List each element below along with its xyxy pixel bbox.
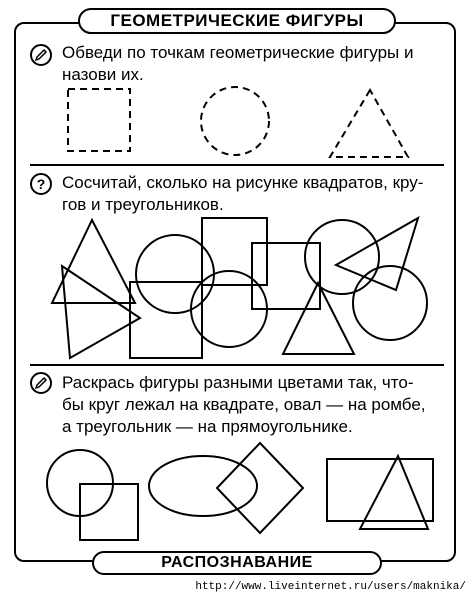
coloring-square <box>80 484 138 540</box>
task-1-text-line-1: Обведи по точкам геометрические фигуры и <box>62 43 414 62</box>
task-1-text-line-2: назови их. <box>62 65 144 84</box>
task-2-text-line-2: гов и треугольников. <box>62 195 224 214</box>
coloring-rhombus <box>217 443 303 533</box>
task-3-text-line-2: бы круг лежал на квадрате, овал — на ромбе, <box>62 395 426 414</box>
coloring-triangle <box>360 456 428 529</box>
question-glyph: ? <box>36 176 46 192</box>
task-2-text-line-1: Сосчитай, сколько на рисунке квадратов, кру- <box>62 173 424 192</box>
footer-banner <box>92 551 382 575</box>
source-url: http://www.liveinternet.ru/users/maknika/ <box>195 581 466 593</box>
page-title: ГЕОМЕТРИЧЕСКИЕ ФИГУРЫ <box>110 11 364 30</box>
coloring-oval <box>149 456 257 516</box>
task-3-text-line-3: а треугольник — на прямоугольнике. <box>62 417 353 436</box>
footer-title: РАСПОЗНАВАНИЕ <box>161 554 313 571</box>
task-3-text-line-1: Раскрась фигуры разными цветами так, что- <box>62 373 414 392</box>
